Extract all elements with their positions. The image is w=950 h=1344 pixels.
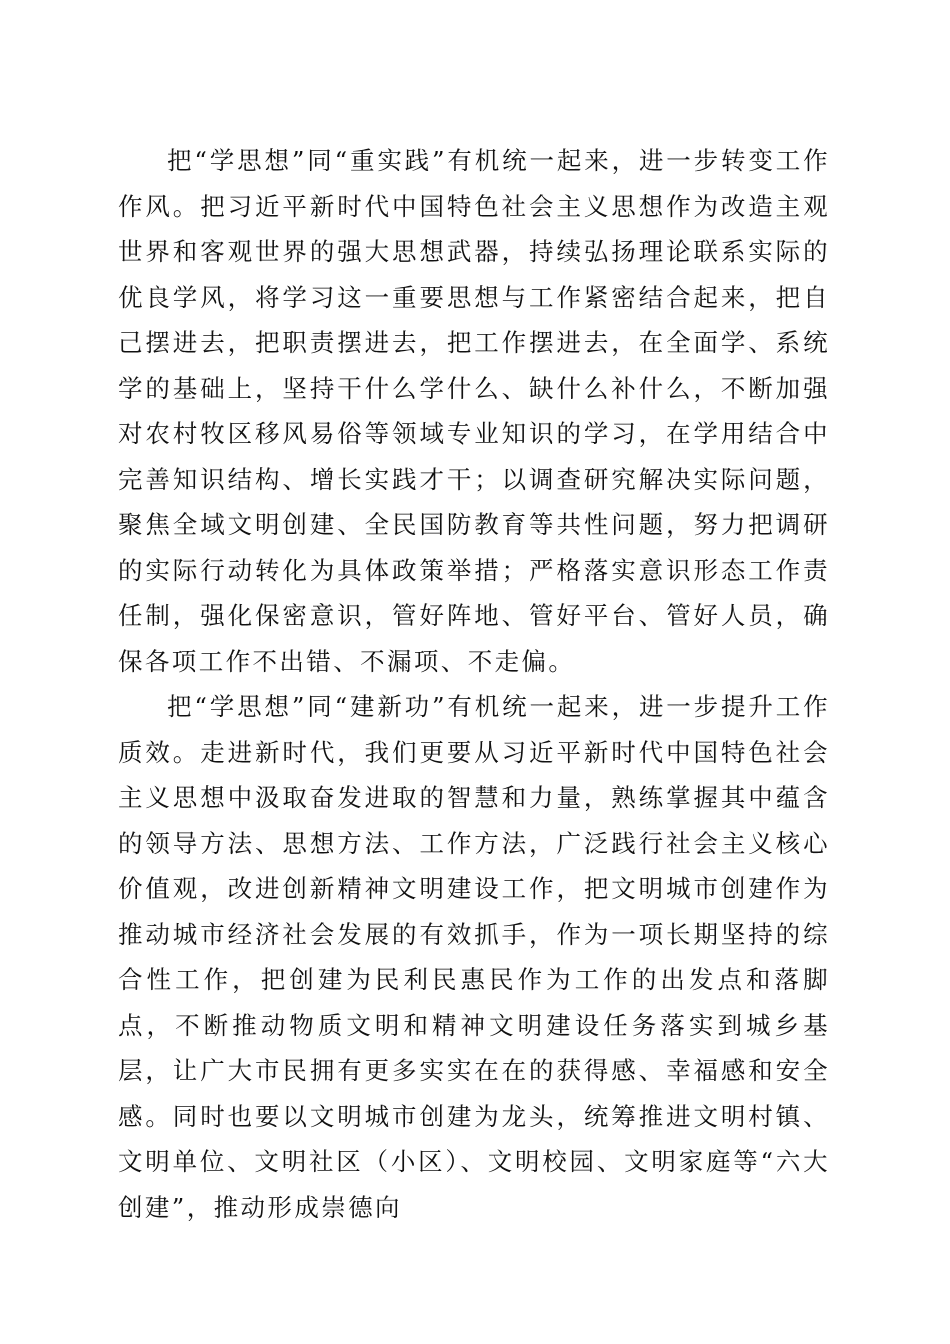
- paragraph-work-efficiency: 把“学思想”同“建新功”有机统一起来，进一步提升工作质效。走进新时代，我们更要从习近平新时代中国特色社会主义思想中汲取奋发进取的智慧和力量，熟练掌握其中蕴含的领导方法、思想方法、工作方法，广泛践行社会主义核心价值观，改进创新精神文明建设工作，把文明城市创建作为推动城市经济社会发展的有效抓手，作为一项长期坚持的综合性工作，把创建为民利民惠民作为工作的出发点和落脚点，不断推动物质文明和精神文明建设任务落实到城乡基层，让广大市民拥有更多实实在在的获得感、幸福感和安全感。同时也要以文明城市创建为龙头，统筹推进文明村镇、文明单位、文明社区（小区）、文明校园、文明家庭等“六大创建”，推动形成崇德向: [118, 692, 830, 1222]
- document-body: [118, 138, 830, 1230]
- paragraph-work-style: 把“学思想”同“重实践”有机统一起来，进一步转变工作作风。把习近平新时代中国特色社会主义思想作为改造主观世界和客观世界的强大思想武器，持续弘扬理论联系实际的优良学风，将学习这一重要思想与工作紧密结合起来，把自己摆进去，把职责摆进去，把工作摆进去，在全面学、系统学的基础上，坚持干什么学什么、缺什么补什么，不断加强对农村牧区移风易俗等领域专业知识的学习，在学用结合中完善知识结构、增长实践才干；以调查研究解决实际问题，聚焦全域文明创建、全民国防教育等共性问题，努力把调研的实际行动转化为具体政策举措；严格落实意识形态工作责任制，强化保密意识，管好阵地、管好平台、管好人员，确保各项工作不出错、不漏项、不走偏。: [118, 146, 830, 676]
